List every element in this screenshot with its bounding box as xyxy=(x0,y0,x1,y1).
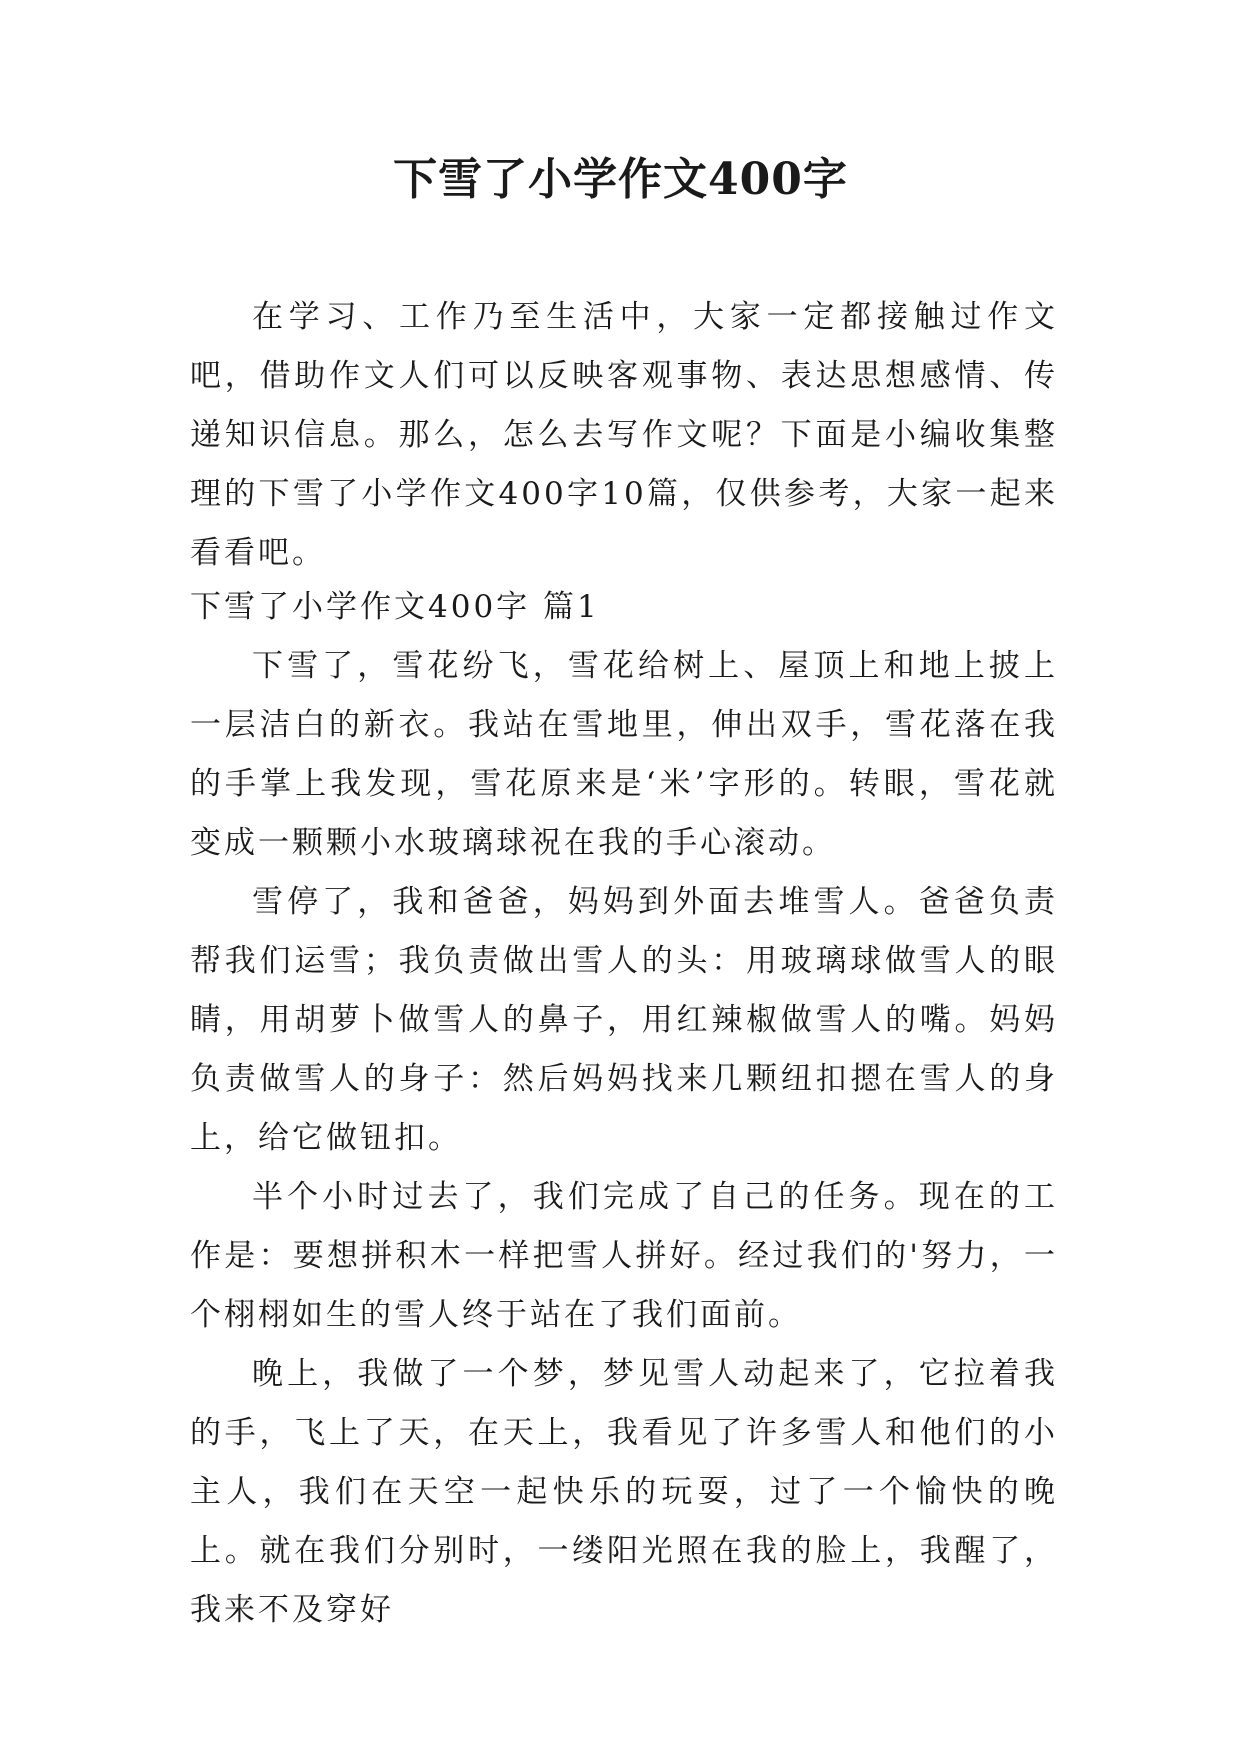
document-title: 下雪了小学作文400字 xyxy=(393,154,848,205)
intro-paragraph: 在学习、工作乃至生活中，大家一定都接触过作文吧，借助作文人们可以反映客观事物、表达思想感情、传递知识信息。那么，怎么去写作文呢？下面是小编收集整理的下雪了小学作文400字10篇，仅供参考，大家一起来看看吧。 xyxy=(190,299,1058,571)
essay-section xyxy=(190,578,1058,1640)
paragraph-4: 晚上，我做了一个梦，梦见雪人动起来了，它拉着我的手，飞上了天，在天上，我看见了许多雪人和他们的小主人，我们在天空一起快乐的玩耍，过了一个愉快的晚上。就在我们分别时，一缕阳光照在我的脸上，我醒了，我来不及穿好 xyxy=(190,1356,1058,1628)
paragraph-1: 下雪了，雪花纷飞，雪花给树上、屋顶上和地上披上一层洁白的新衣。我站在雪地里，伸出双手，雪花落在我的手掌上我发现，雪花原来是‘米’字形的。转眼，雪花就变成一颗颗小水玻璃球祝在我的手心滚动。 xyxy=(190,648,1058,861)
paragraph-3: 半个小时过去了，我们完成了自己的任务。现在的工作是：要想拼积木一样把雪人拼好。经过我们的'努力，一个栩栩如生的雪人终于站在了我们面前。 xyxy=(190,1179,1058,1333)
intro-block xyxy=(190,288,1058,583)
section-heading: 下雪了小学作文400字 篇1 xyxy=(190,589,600,625)
paragraph-2: 雪停了，我和爸爸，妈妈到外面去堆雪人。爸爸负责帮我们运雪；我负责做出雪人的头：用玻璃球做雪人的眼睛，用胡萝卜做雪人的鼻子，用红辣椒做雪人的嘴。妈妈负责做雪人的身子：然后妈妈找来几颗纽扣摁在雪人的身上，给它做钮扣。 xyxy=(190,884,1058,1156)
